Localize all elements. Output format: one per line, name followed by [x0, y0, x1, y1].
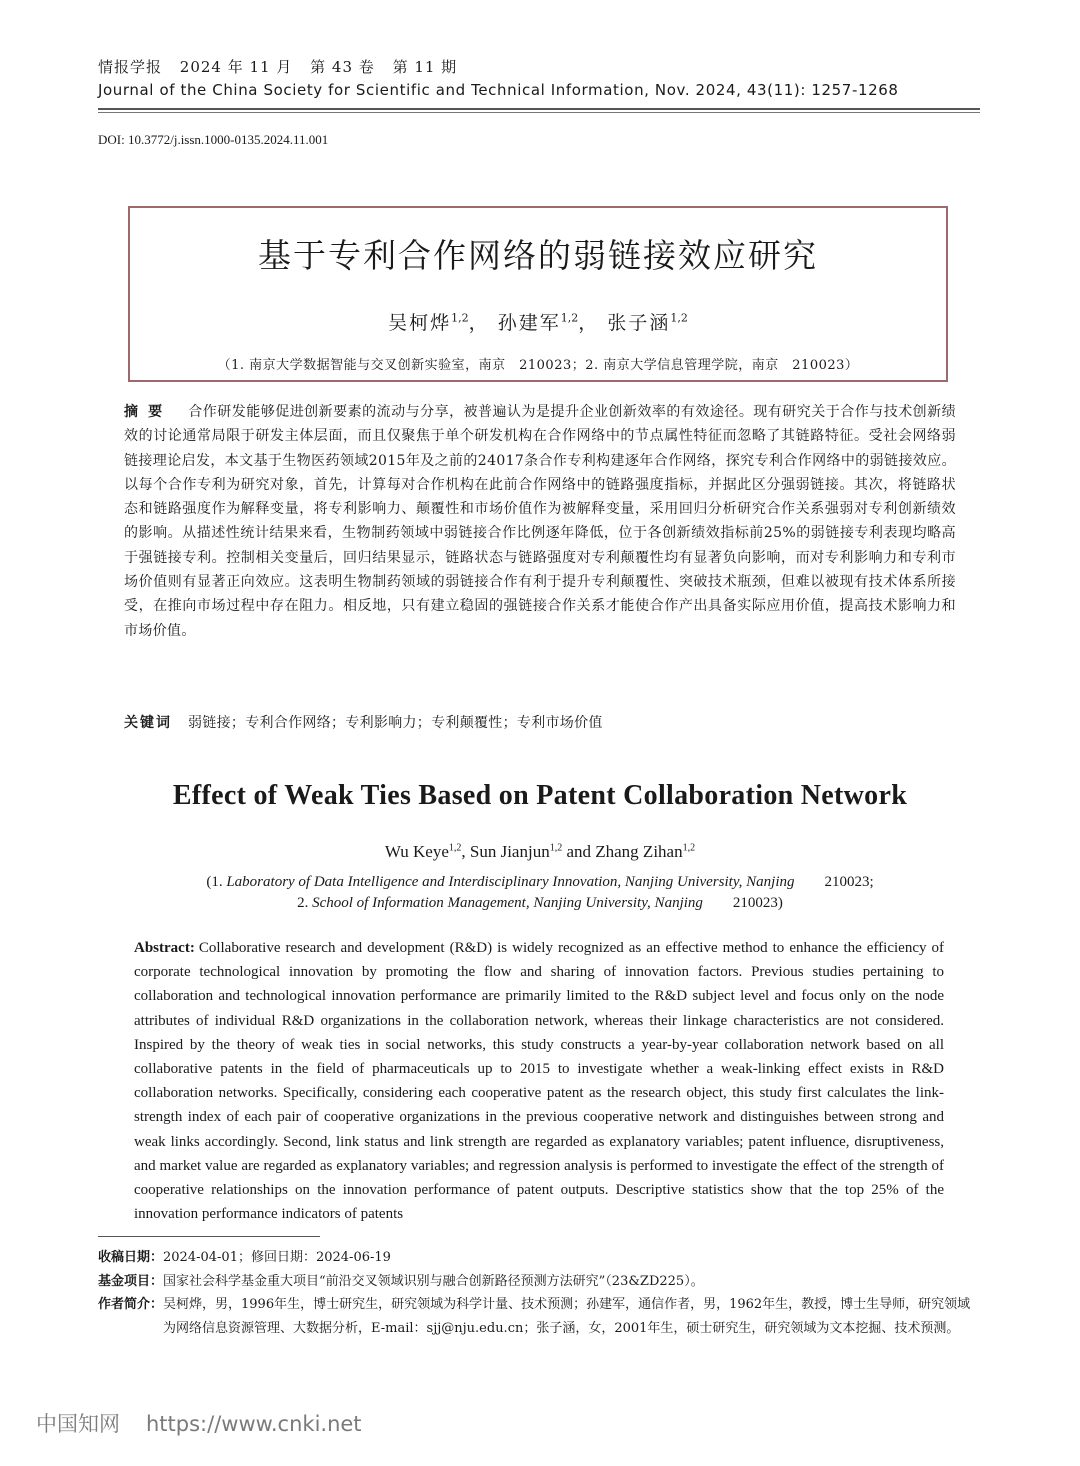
header-rule-thick [98, 108, 980, 110]
keywords-label-cn: 关键词 [124, 715, 172, 731]
affiliation-en [0, 872, 1080, 914]
footnotes [98, 1246, 982, 1340]
cnki-watermark [36, 1408, 362, 1438]
abstract-en [134, 936, 944, 1228]
footnote-value: 吴柯烨，男，1996年生，博士研究生，研究领域为科学计量、技术预测；孙建军，通信作者，男，1962年生，教授，博士生导师，研究领域为网络信息资源管理、大数据分析，E-mail：sjj@nju.edu.cn；张子涵，女，2001年生，硕士研究生，研究领域为文本挖掘、技术预测。 [163, 1297, 971, 1336]
issue-date-cn: 2024 年 11 月 [179, 58, 293, 76]
author-list-en: Wu Keye$^{1,2}$, Sun Jianjun$^{1,2}$ and Zhang Zihan$^{1,2}$ [384, 842, 696, 861]
author-name-cn: 孙建军 [497, 312, 561, 334]
footnote-label: 收稿日期： [98, 1250, 164, 1265]
footnote-received [98, 1246, 982, 1270]
affiliation-cn: （1. 南京大学数据智能与交叉创新实验室，南京 210023；2. 南京大学信息管理学院，南京 210023） [217, 358, 859, 373]
paper-title-en: Effect of Weak Ties Based on Patent Collaboration Network [172, 780, 908, 811]
header-rule-thin [98, 112, 980, 113]
author-affil-mark: 1,2 [560, 311, 579, 325]
issue-cn: 第 11 期 [392, 58, 458, 76]
author-name-cn: 吴柯烨 [388, 312, 452, 334]
abstract-text-cn: 合作研发能够促进创新要素的流动与分享，被普遍认为是提升企业创新效率的有效途径。现有研究关于合作与技术创新绩效的讨论通常局限于研发主体层面，而且仅聚焦于单个研发机构在合作网络中的节点属性特征而忽略了其链路特征。受社会网络弱链接理论启发，本文基于生物医药领域2015年及之前的24017条合作专利构建逐年合作网络，探究专利合作网络中的弱链接效应。以每个合作专利为研究对象，首先，计算每对合作机构在此前合作网络中的链路强度指标，并据此区分强弱链接。其次，将链路状态和链路强度作为解释变量，将专利影响力、颠覆性和市场价值作为被解释变量，采用回归分析研究合作关系强弱对专利创新绩效的影响。从描述性统计结果来看，生物制药领域中弱链接合作比例逐年降低，位于各创新绩效指标前25%的弱链接专利表现均略高于强链接专利。控制相关变量后，回归结果显示，链路状态与链路强度对专利颠覆性均有显著负向影响，而对专利影响力和专利市场价值则有显著正向效应。这表明生物制药领域的弱链接合作有利于提升专利颠覆性、突破技术瓶颈，但难以被现有技术体系所接受，在推向市场过程中存在阻力。相反地，只有建立稳固的强链接合作关系才能使合作产出具备实际应用价值，提高技术影响力和市场价值。 [124, 404, 957, 639]
footnote-rule [98, 1236, 320, 1237]
footnote-author-bio [98, 1293, 982, 1340]
footnote-value: 2024-04-01；修回日期：2024-06-19 [163, 1250, 391, 1265]
abstract-label-en: Abstract: [134, 940, 195, 956]
watermark-url: https://www.cnki.net [146, 1412, 362, 1436]
footnote-label: 基金项目： [98, 1273, 164, 1289]
author-name-en: Sun Jianjun [469, 842, 550, 861]
author-name-en: Wu Keye [384, 842, 449, 861]
cn-title-box [128, 206, 948, 382]
abstract-label-cn: 摘要 [124, 404, 173, 420]
affiliation-en-line2: 2. School of Information Management, Nanjing University, Nanjing 210023) [297, 895, 783, 911]
keywords-cn [124, 712, 603, 732]
author-name-en: Zhang Zihan [595, 842, 683, 861]
watermark-site-name: 中国知网 [36, 1412, 120, 1436]
author-affil-mark: 1,2 [670, 311, 688, 325]
author-affil-mark: 1,2 [682, 842, 696, 854]
author-affil-mark: 1,2 [451, 311, 469, 325]
doi: DOI: 10.3772/j.issn.1000-0135.2024.11.001 [98, 132, 329, 147]
volume-cn: 第 43 卷 [310, 58, 375, 76]
keywords-text-cn: 弱链接；专利合作网络；专利影响力；专利颠覆性；专利市场价值 [188, 715, 603, 731]
author-name-cn: 张子涵 [607, 312, 671, 334]
affiliation-en-line1: (1. Laboratory of Data Intelligence and Interdisciplinary Innovation, Nanjing University, Nanjing 210023; [206, 874, 874, 890]
journal-header-cn [98, 56, 469, 77]
paper-title-cn: 基于专利合作网络的弱链接效应研究 [258, 236, 818, 275]
author-list-cn: 吴柯烨$^{1,2}$， 孙建军$^{1,2}$， 张子涵$^{1,2}$ [388, 311, 688, 334]
footnote-value: 国家社会科学基金重大项目“前沿交叉领域识别与融合创新路径预测方法研究”（23&ZD225）。 [163, 1273, 704, 1289]
author-affil-mark: 1,2 [549, 842, 563, 854]
journal-header-en: Journal of the China Society for Scientific and Technical Information, Nov. 2024, 43(11): 1257-1268 [98, 81, 899, 99]
abstract-cn [124, 400, 956, 643]
author-affil-mark: 1,2 [448, 842, 462, 854]
footnote-label: 作者简介： [98, 1297, 164, 1312]
journal-name-cn: 情报学报 [98, 58, 163, 76]
abstract-text-en: Collaborative research and development (R&D) is widely recognized as an effective method to enhance the efficiency of corporate technological innovation by promoting the flow and sharing of innovation factors. Previous studies pertaining to collaboration and technological innovation performance are primarily limited to the R&D subject level and focus only on the node attributes of individual R&D organizations in the collaboration network, whereas their linkage characteristics are not considered. Inspired by the theory of weak ties in social networks, this study constructs a year-by-year collaboration network based on all collaborative patents in the field of pharmaceuticals up to 2015 to investigate whether a weak-linking effect exists in R&D collaboration networks. Specifically, considering each cooperative patent as the research object, this study first calculates the link-strength index of each pair of cooperative organizations in the previous cooperative network and distinguishes between strong and weak links accordingly. Second, link status and link strength are regarded as explanatory variables; patent influence, disruptiveness, and market value are regarded as explanatory variables; and regression analysis is performed to investigate the effect of the strength of cooperative relationships on the innovation performance of patent outputs. Descriptive statistics show that the top 25% of the innovation performance indicators of patents [134, 940, 944, 1223]
footnote-funding [98, 1270, 982, 1294]
